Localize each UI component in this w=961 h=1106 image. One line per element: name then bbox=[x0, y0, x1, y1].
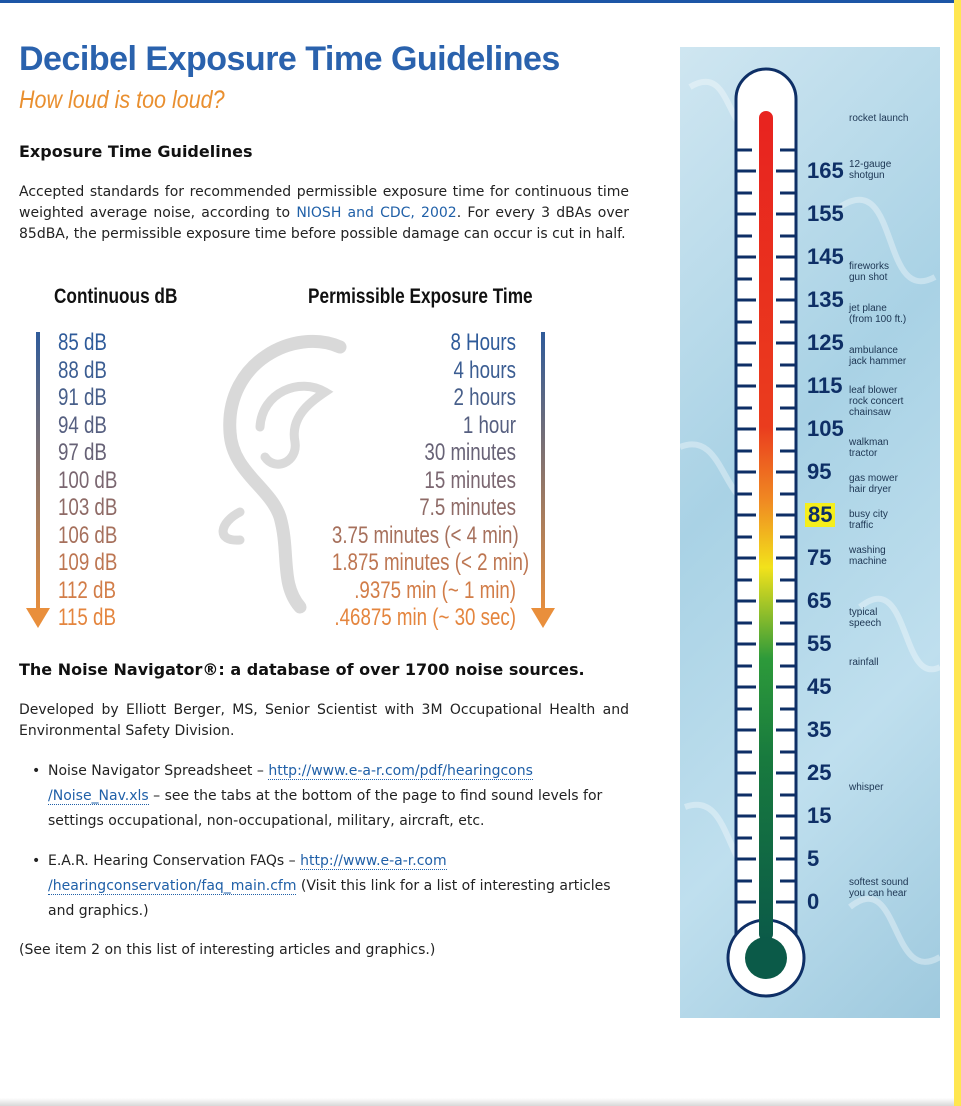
db-value: 97 dB bbox=[58, 439, 107, 466]
db-value: 115 dB bbox=[58, 604, 116, 631]
scale-number: 105 bbox=[807, 416, 844, 441]
db-value: 109 dB bbox=[58, 549, 118, 576]
list-item bbox=[32, 759, 632, 834]
scale-number: 35 bbox=[807, 717, 832, 742]
noise-source-label bbox=[849, 113, 908, 124]
noise-source-label bbox=[849, 877, 908, 899]
page-edge-bar bbox=[954, 0, 961, 1106]
noise-source-line: traffic bbox=[849, 520, 874, 531]
noise-source-line: walkman bbox=[849, 437, 889, 448]
exposure-time-value: 1 hour bbox=[462, 411, 516, 439]
noise-source-line: rock concert bbox=[849, 396, 904, 407]
noise-source-label bbox=[849, 509, 888, 531]
noise-source-label bbox=[849, 545, 887, 567]
scale-number: 85 bbox=[805, 503, 835, 527]
noise-source-line: gas mower bbox=[849, 473, 898, 484]
noise-source-line: jet plane bbox=[849, 303, 887, 314]
noise-source-label bbox=[849, 657, 878, 668]
noise-source-line: speech bbox=[849, 618, 882, 629]
noise-source-line: 12-gauge bbox=[849, 159, 892, 170]
db-value: 106 dB bbox=[58, 521, 118, 549]
noise-source-label bbox=[849, 385, 903, 418]
exposure-heading: Exposure Time Guidelines bbox=[19, 142, 253, 161]
exposure-text-start: Accepted standards for recommended permissible exposure time for continuous time weighted average noise, according to bbox=[19, 184, 629, 221]
noise-source-line: you can hear bbox=[849, 888, 907, 899]
noise-source-label bbox=[849, 261, 889, 283]
noise-source-line: jack hammer bbox=[849, 356, 907, 367]
time-arrow-head-icon bbox=[531, 608, 555, 628]
bullet-dot-icon: • bbox=[32, 853, 41, 869]
noise-source-line: whisper bbox=[849, 782, 884, 793]
scale-number: 15 bbox=[807, 803, 832, 828]
footnote: (See item 2 on this list of interesting articles and graphics.) bbox=[19, 942, 436, 958]
db-value: 94 dB bbox=[58, 411, 107, 439]
page-subtitle: How loud is too loud? bbox=[19, 86, 225, 114]
noise-source-line: hair dryer bbox=[849, 484, 892, 495]
noise-source-line: shotgun bbox=[849, 170, 885, 181]
col-header-db: Continuous dB bbox=[54, 285, 178, 308]
time-arrow-bar bbox=[541, 332, 545, 615]
noise-source-label bbox=[849, 473, 898, 495]
noise-nav-link-cont[interactable]: /Noise_Nav.xls bbox=[48, 788, 149, 804]
exposure-time-value: 2 hours bbox=[453, 384, 516, 411]
noise-source-line: typical bbox=[849, 607, 878, 618]
noise-source-line: busy city bbox=[849, 509, 888, 520]
db-arrow-head-icon bbox=[26, 608, 50, 628]
noise-source-line: fireworks bbox=[849, 261, 890, 272]
bullet-prefix: Noise Navigator Spreadsheet – bbox=[48, 763, 269, 779]
noise-source-line: tractor bbox=[849, 448, 878, 459]
exposure-time-value: 30 minutes bbox=[424, 439, 516, 466]
noise-source-line: machine bbox=[849, 556, 887, 567]
ear-illustration-icon bbox=[200, 322, 350, 622]
noise-source-line: rocket launch bbox=[849, 113, 909, 124]
db-value: 88 dB bbox=[58, 356, 107, 384]
noise-source-line: ambulance bbox=[849, 345, 898, 356]
noise-source-line: leaf blower bbox=[849, 385, 898, 396]
scale-number: 165 bbox=[807, 158, 844, 183]
noise-source-label bbox=[849, 345, 906, 367]
noise-source-line: chainsaw bbox=[849, 407, 891, 418]
noise-source-label bbox=[849, 607, 881, 629]
scale-number: 145 bbox=[807, 244, 844, 269]
noise-source-line: washing bbox=[849, 545, 886, 556]
bullet-suffix: – see the tabs at the bottom of the page to find sound levels for settings occupational, non-occupational, military, aircraft, etc. bbox=[48, 788, 603, 829]
scale-number: 95 bbox=[807, 459, 832, 484]
decibel-thermometer bbox=[680, 47, 940, 1018]
bullet-dot-icon: • bbox=[32, 763, 41, 779]
exposure-time-value: 8 Hours bbox=[450, 329, 516, 356]
page-title: Decibel Exposure Time Guidelines bbox=[19, 40, 560, 78]
scale-number: 135 bbox=[807, 287, 844, 312]
db-value: 112 dB bbox=[58, 576, 116, 604]
scale-number: 125 bbox=[807, 330, 844, 355]
time-column bbox=[331, 329, 530, 632]
thermometer-body-icon bbox=[680, 47, 940, 1018]
db-column bbox=[58, 329, 117, 632]
ear-faq-link[interactable]: http://www.e-a-r.com bbox=[300, 853, 447, 869]
db-arrow-bar bbox=[36, 332, 40, 615]
noise-source-label bbox=[849, 782, 883, 793]
scale-number: 55 bbox=[807, 631, 832, 656]
exposure-time-value: 15 minutes bbox=[424, 466, 516, 494]
bullet-suffix: (Visit this link for a list of interesting articles and graphics.) bbox=[48, 878, 611, 919]
db-value: 100 dB bbox=[58, 466, 118, 494]
scale-number: 0 bbox=[807, 889, 820, 914]
ear-faq-link-cont[interactable]: /hearingconservation/faq_main.cfm bbox=[48, 878, 297, 894]
noise-source-line: softest sound bbox=[849, 877, 909, 888]
exposure-time-value: 1.875 minutes (< 2 min) bbox=[331, 549, 530, 576]
noise-nav-link[interactable]: http://www.e-a-r.com/pdf/hearingcons bbox=[268, 763, 533, 779]
scale-number: 5 bbox=[807, 846, 820, 871]
list-item bbox=[32, 849, 632, 924]
scale-number: 75 bbox=[807, 545, 832, 570]
exposure-time-value: .46875 min (~ 30 sec) bbox=[334, 604, 516, 631]
noise-navigator-intro: Developed by Elliott Berger, MS, Senior Scientist with 3M Occupational Health and Environmental Safety Division. bbox=[19, 702, 629, 739]
exposure-time-value: 3.75 minutes (< 4 min) bbox=[331, 521, 519, 549]
noise-source-line: rainfall bbox=[849, 657, 879, 668]
scale-number: 45 bbox=[807, 674, 832, 699]
db-value: 103 dB bbox=[58, 494, 118, 521]
scale-number: 155 bbox=[807, 201, 844, 226]
noise-source-label bbox=[849, 437, 888, 459]
noise-source-line: (from 100 ft.) bbox=[849, 314, 907, 325]
noise-source-label bbox=[849, 303, 906, 325]
exposure-text-end: . For every 3 dBAs over 85dBA, the permissible exposure time before possible damage can occur is cut in half. bbox=[19, 205, 630, 242]
top-border bbox=[0, 0, 961, 3]
bullet-prefix: E.A.R. Hearing Conservation FAQs – bbox=[48, 853, 301, 869]
scale-number: 65 bbox=[807, 588, 832, 613]
scale-number: 25 bbox=[807, 760, 832, 785]
niosh-cdc-link[interactable]: NIOSH and CDC, 2002 bbox=[296, 205, 457, 221]
col-header-time: Permissible Exposure Time bbox=[308, 285, 533, 308]
db-value: 91 dB bbox=[58, 384, 107, 411]
exposure-time-value: 4 hours bbox=[453, 356, 516, 384]
scale-number: 115 bbox=[807, 373, 843, 398]
exposure-time-value: 7.5 minutes bbox=[419, 494, 516, 521]
noise-navigator-heading: The Noise Navigator®: a database of over 1700 noise sources. bbox=[19, 660, 585, 679]
noise-source-line: gun shot bbox=[849, 272, 888, 283]
bottom-shadow bbox=[0, 1098, 954, 1106]
exposure-paragraph bbox=[19, 182, 629, 245]
db-value: 85 dB bbox=[58, 329, 107, 356]
exposure-time-value: .9375 min (~ 1 min) bbox=[354, 576, 516, 604]
noise-source-label bbox=[849, 159, 891, 181]
